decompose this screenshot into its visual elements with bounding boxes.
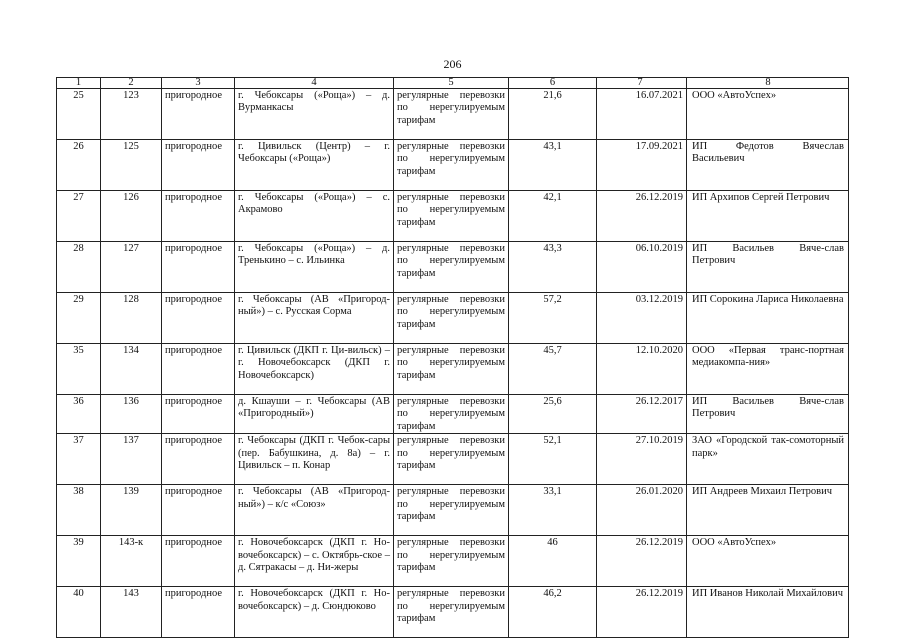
carrier-cell: ИП Андреев Михаил Петрович <box>687 485 849 536</box>
route-path-cell: г. Чебоксары («Роща») – д. Вурманкасы <box>235 89 394 140</box>
carrier-cell: ИП Васильев Вяче-слав Петрович <box>687 395 849 434</box>
table-row <box>57 191 849 242</box>
route-type-cell: пригородное <box>162 344 235 395</box>
carrier-cell: ИП Сорокина Лариса Николаевна <box>687 293 849 344</box>
route-number-cell: 139 <box>101 485 162 536</box>
route-length-cell: 43,3 <box>509 242 597 293</box>
route-path-cell: г. Цивильск (ДКП г. Ци-вильск) – г. Новочебоксарск (ДКП г. Новочебоксарск) <box>235 344 394 395</box>
carrier-cell: ИП Архипов Сергей Петрович <box>687 191 849 242</box>
route-length-cell: 45,7 <box>509 344 597 395</box>
transport-mode-cell: регулярные перевозки по нерегулируемым тарифам <box>394 344 509 395</box>
route-number-cell: 126 <box>101 191 162 242</box>
route-type-cell: пригородное <box>162 536 235 587</box>
table-row <box>57 140 849 191</box>
table-row <box>57 395 849 434</box>
row-number-cell: 26 <box>57 140 101 191</box>
table-row <box>57 536 849 587</box>
route-length-cell: 46 <box>509 536 597 587</box>
column-header: 7 <box>597 78 687 89</box>
row-number-cell: 36 <box>57 395 101 434</box>
route-type-cell: пригородное <box>162 587 235 638</box>
route-length-cell: 33,1 <box>509 485 597 536</box>
transport-mode-cell: регулярные перевозки по нерегулируемым тарифам <box>394 242 509 293</box>
transport-mode-cell: регулярные перевозки по нерегулируемым тарифам <box>394 536 509 587</box>
row-number-cell: 28 <box>57 242 101 293</box>
route-path-cell: г. Чебоксары (АВ «Пригород-ный») – к/с «Союз» <box>235 485 394 536</box>
row-number-cell: 40 <box>57 587 101 638</box>
row-number-cell: 25 <box>57 89 101 140</box>
route-length-cell: 46,2 <box>509 587 597 638</box>
date-cell: 26.12.2019 <box>597 191 687 242</box>
route-type-cell: пригородное <box>162 191 235 242</box>
date-cell: 27.10.2019 <box>597 434 687 485</box>
carrier-cell: ИП Федотов Вячеслав Васильевич <box>687 140 849 191</box>
table-row <box>57 485 849 536</box>
date-cell: 03.12.2019 <box>597 293 687 344</box>
route-number-cell: 127 <box>101 242 162 293</box>
route-type-cell: пригородное <box>162 293 235 344</box>
transport-mode-cell: регулярные перевозки по нерегулируемым тарифам <box>394 485 509 536</box>
row-number-cell: 38 <box>57 485 101 536</box>
route-path-cell: г. Чебоксары («Роща») – д. Тренькино – с. Ильинка <box>235 242 394 293</box>
route-path-cell: г. Чебоксары («Роща») – с. Акрамово <box>235 191 394 242</box>
route-number-cell: 136 <box>101 395 162 434</box>
route-length-cell: 57,2 <box>509 293 597 344</box>
table-row <box>57 89 849 140</box>
transport-mode-cell: регулярные перевозки по нерегулируемым тарифам <box>394 434 509 485</box>
route-number-cell: 134 <box>101 344 162 395</box>
route-number-cell: 125 <box>101 140 162 191</box>
route-number-cell: 137 <box>101 434 162 485</box>
column-header: 6 <box>509 78 597 89</box>
route-path-cell: г. Новочебоксарск (ДКП г. Но-вочебоксарск) – д. Сюндюково <box>235 587 394 638</box>
column-header: 3 <box>162 78 235 89</box>
date-cell: 12.10.2020 <box>597 344 687 395</box>
transport-mode-cell: регулярные перевозки по нерегулируемым тарифам <box>394 395 509 434</box>
carrier-cell: ООО «АвтоУспех» <box>687 536 849 587</box>
date-cell: 17.09.2021 <box>597 140 687 191</box>
row-number-cell: 39 <box>57 536 101 587</box>
table-header-row <box>57 78 849 89</box>
route-number-cell: 143 <box>101 587 162 638</box>
route-length-cell: 25,6 <box>509 395 597 434</box>
table-row <box>57 434 849 485</box>
route-length-cell: 21,6 <box>509 89 597 140</box>
transport-mode-cell: регулярные перевозки по нерегулируемым тарифам <box>394 587 509 638</box>
route-path-cell: г. Чебоксары (ДКП г. Чебок-сары (пер. Бабушкина, д. 8а) – г. Цивильск – п. Конар <box>235 434 394 485</box>
route-length-cell: 52,1 <box>509 434 597 485</box>
transport-mode-cell: регулярные перевозки по нерегулируемым тарифам <box>394 89 509 140</box>
route-length-cell: 43,1 <box>509 140 597 191</box>
row-number-cell: 35 <box>57 344 101 395</box>
transport-mode-cell: регулярные перевозки по нерегулируемым тарифам <box>394 191 509 242</box>
date-cell: 16.07.2021 <box>597 89 687 140</box>
date-cell: 26.12.2019 <box>597 536 687 587</box>
route-type-cell: пригородное <box>162 242 235 293</box>
route-type-cell: пригородное <box>162 140 235 191</box>
column-header: 2 <box>101 78 162 89</box>
carrier-cell: ООО «АвтоУспех» <box>687 89 849 140</box>
route-type-cell: пригородное <box>162 395 235 434</box>
page-number: 206 <box>443 57 462 71</box>
route-number-cell: 128 <box>101 293 162 344</box>
route-path-cell: д. Кшауши – г. Чебоксары (АВ «Пригородный») <box>235 395 394 434</box>
column-header: 5 <box>394 78 509 89</box>
route-path-cell: г. Новочебоксарск (ДКП г. Но-вочебоксарск) – с. Октябрь-ское – д. Сятракасы – д. Ни-жеры <box>235 536 394 587</box>
route-path-cell: г. Цивильск (Центр) – г. Чебоксары («Роща») <box>235 140 394 191</box>
carrier-cell: ЗАО «Городской так-сомоторный парк» <box>687 434 849 485</box>
carrier-cell: ООО «Первая транс-портная медиакомпа-ния» <box>687 344 849 395</box>
route-type-cell: пригородное <box>162 89 235 140</box>
table-row <box>57 587 849 638</box>
route-type-cell: пригородное <box>162 485 235 536</box>
row-number-cell: 27 <box>57 191 101 242</box>
route-type-cell: пригородное <box>162 434 235 485</box>
carrier-cell: ИП Васильев Вяче-слав Петрович <box>687 242 849 293</box>
date-cell: 26.12.2019 <box>597 587 687 638</box>
transport-mode-cell: регулярные перевозки по нерегулируемым тарифам <box>394 140 509 191</box>
row-number-cell: 37 <box>57 434 101 485</box>
route-length-cell: 42,1 <box>509 191 597 242</box>
table-row <box>57 242 849 293</box>
carrier-cell: ИП Иванов Николай Михайлович <box>687 587 849 638</box>
column-header: 4 <box>235 78 394 89</box>
column-header: 8 <box>687 78 849 89</box>
date-cell: 26.01.2020 <box>597 485 687 536</box>
route-number-cell: 143-к <box>101 536 162 587</box>
route-path-cell: г. Чебоксары (АВ «Пригород-ный») – с. Русская Сорма <box>235 293 394 344</box>
route-number-cell: 123 <box>101 89 162 140</box>
column-header: 1 <box>57 78 101 89</box>
date-cell: 06.10.2019 <box>597 242 687 293</box>
transport-mode-cell: регулярные перевозки по нерегулируемым тарифам <box>394 293 509 344</box>
table-row <box>57 344 849 395</box>
row-number-cell: 29 <box>57 293 101 344</box>
table-row <box>57 293 849 344</box>
routes-table <box>56 77 849 638</box>
date-cell: 26.12.2017 <box>597 395 687 434</box>
